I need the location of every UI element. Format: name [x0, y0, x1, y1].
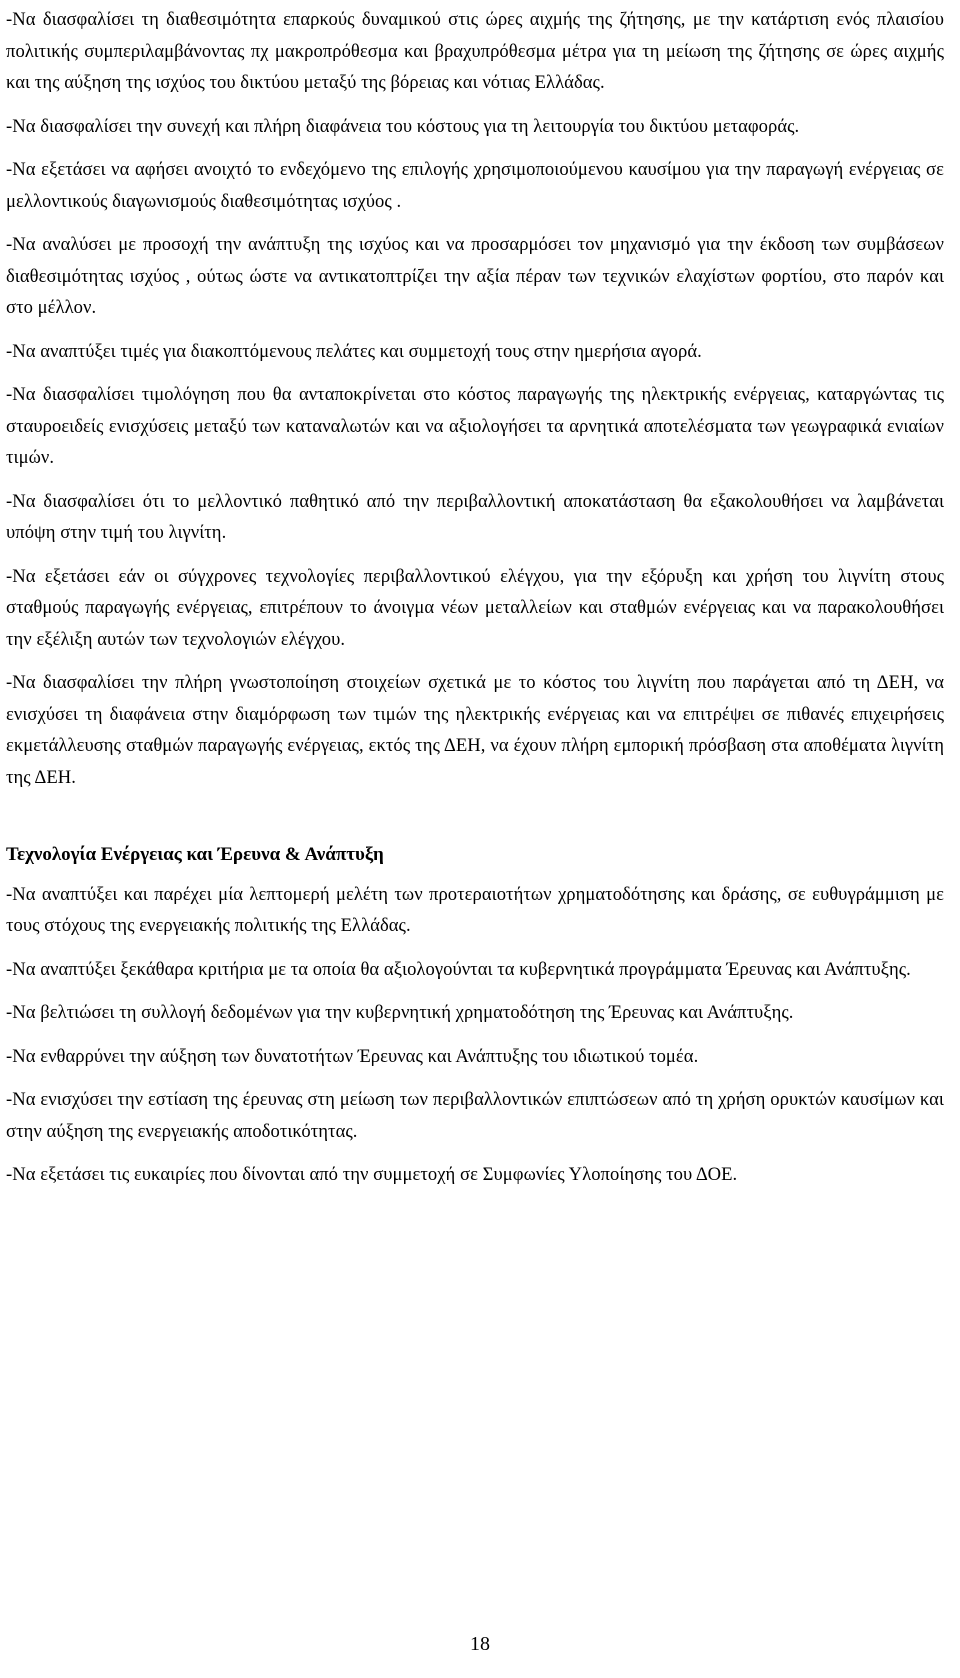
paragraph-evaluation-criteria: -Να αναπτύξει ξεκάθαρα κριτήρια με τα οποία θα αξιολογούνται τα κυβερνητικά προγράμματα Έρευνας και Ανάπτυξης.: [6, 958, 911, 980]
paragraph-fuel-choice: -Να εξετάσει να αφήσει ανοιχτό το ενδεχόμενο της επιλογής χρησιμοποιούμενου καυσίμου για την παραγωγή ενέργειας σε μελλοντικούς διαγωνισμούς διαθεσιμότητας ισχύος .: [6, 159, 944, 212]
page-number: 18: [470, 1633, 490, 1655]
section-heading-energy-technology-rd: Τεχνολογία Ενέργειας και Έρευνα & Ανάπτυξη: [6, 844, 384, 865]
paragraph-network-cost-transparency: -Να διασφαλίσει την συνεχή και πλήρη διαφάνεια του κόστους για τη λειτουργία του δικτύου μεταφοράς.: [6, 115, 800, 137]
paragraph-cost-reflective-pricing: -Να διασφαλίσει τιμολόγηση που θα ανταποκρίνεται στο κόστος παραγωγής της ηλεκτρικής ενέργειας, καταργώντας τις σταυροειδείς ενισχύσεις μεταξύ των καταναλωτών και να αξιολογήσει τα αρνητικά αποτελέσματα των γεωγραφικά ενιαίων τιμών.: [6, 384, 944, 468]
paragraph-iea-agreements: -Να εξετάσει τις ευκαιρίες που δίνονται από την συμμετοχή σε Συμφωνίες Υλοποίησης του ΔΟΕ.: [6, 1164, 738, 1185]
paragraph-interruptible-customers: -Να αναπτύξει τιμές για διακοπτόμενους πελάτες και συμμετοχή τους στην ημερήσια αγορά.: [6, 340, 702, 362]
paragraph-data-collection: -Να βελτιώσει τη συλλογή δεδομένων για την κυβερνητική χρηματοδότηση της Έρευνας και Ανάπτυξης.: [6, 1002, 794, 1023]
paragraph-capacity-contracts: -Να αναλύσει με προσοχή την ανάπτυξη της ισχύος και να προσαρμόσει τον μηχανισμό για την έκδοση των συμβάσεων διαθεσιμότητας ισχύος , ούτως ώστε να αντικατοπτρίζει την αξία πέραν των τεχνικών ελαχίστων φορτίου, στο παρόν και στο μέλλον.: [6, 234, 944, 318]
paragraph-lignite-cost-disclosure: -Να διασφαλίσει την πλήρη γνωστοποίηση στοιχείων σχετικά με το κόστος του λιγνίτη που παράγεται από τη ΔΕΗ, να ενισχύσει τη διαφάνεια στην διαμόρφωση των τιμών της ηλεκτρικής ενέργειας και να επιτρέψει σε πιθανές επιχειρήσεις εκμετάλλευσης σταθμών παραγωγής ενέργειας, εκτός της ΔΕΗ, να έχουν πλήρη εμπορική πρόσβαση στα αποθέματα λιγνίτη της ΔΕΗ.: [6, 672, 944, 788]
paragraph-environmental-liability: -Να διασφαλίσει ότι το μελλοντικό παθητικό από την περιβαλλοντική αποκατάσταση θα εξακολουθήσει να λαμβάνεται υπόψη στην τιμή του λιγνίτη.: [6, 490, 944, 543]
paragraph-private-sector-rd: -Να ενθαρρύνει την αύξηση των δυνατοτήτων Έρευνας και Ανάπτυξης του ιδιωτικού τομέα.: [6, 1045, 699, 1067]
document-page: [6, 0, 944, 1678]
paragraph-peak-demand-capacity: -Να διασφαλίσει τη διαθεσιμότητα επαρκούς δυναμικού στις ώρες αιχμής της ζήτησης, με την κατάρτιση ενός πλαισίου πολιτικής συμπεριλαμβάνοντας πχ μακροπρόθεσμα και βραχυπρόθεσμα μέτρα για τη μείωση της ζήτησης σε ώρες αιχμής και της αύξηση της ισχύος του δικτύου μεταξύ της βόρειας και νότιας Ελλάδας.: [6, 9, 944, 93]
paragraph-funding-priorities: -Να αναπτύξει και παρέχει μία λεπτομερή μελέτη των προτεραιοτήτων χρηματοδότησης και δράσης, σε ευθυγράμμιση με τους στόχους της ενεργειακής πολιτικής της Ελλάδας.: [6, 883, 944, 936]
paragraph-research-focus: -Να ενισχύσει την εστίαση της έρευνας στη μείωση των περιβαλλοντικών επιπτώσεων από τη χρήση ορυκτών καυσίμων και στην αύξηση της ενεργειακής αποδοτικότητας.: [6, 1089, 944, 1142]
paragraph-lignite-technologies: -Να εξετάσει εάν οι σύγχρονες τεχνολογίες περιβαλλοντικού ελέγχου, για την εξόρυξη και χρήση του λιγνίτη στους σταθμούς παραγωγής ενέργειας, επιτρέπουν το άνοιγμα νέων μεταλλείων και σταθμών ενέργειας και να παρακολουθήσει την εξέλιξη αυτών των τεχνολογιών ελέγχου.: [6, 565, 944, 650]
